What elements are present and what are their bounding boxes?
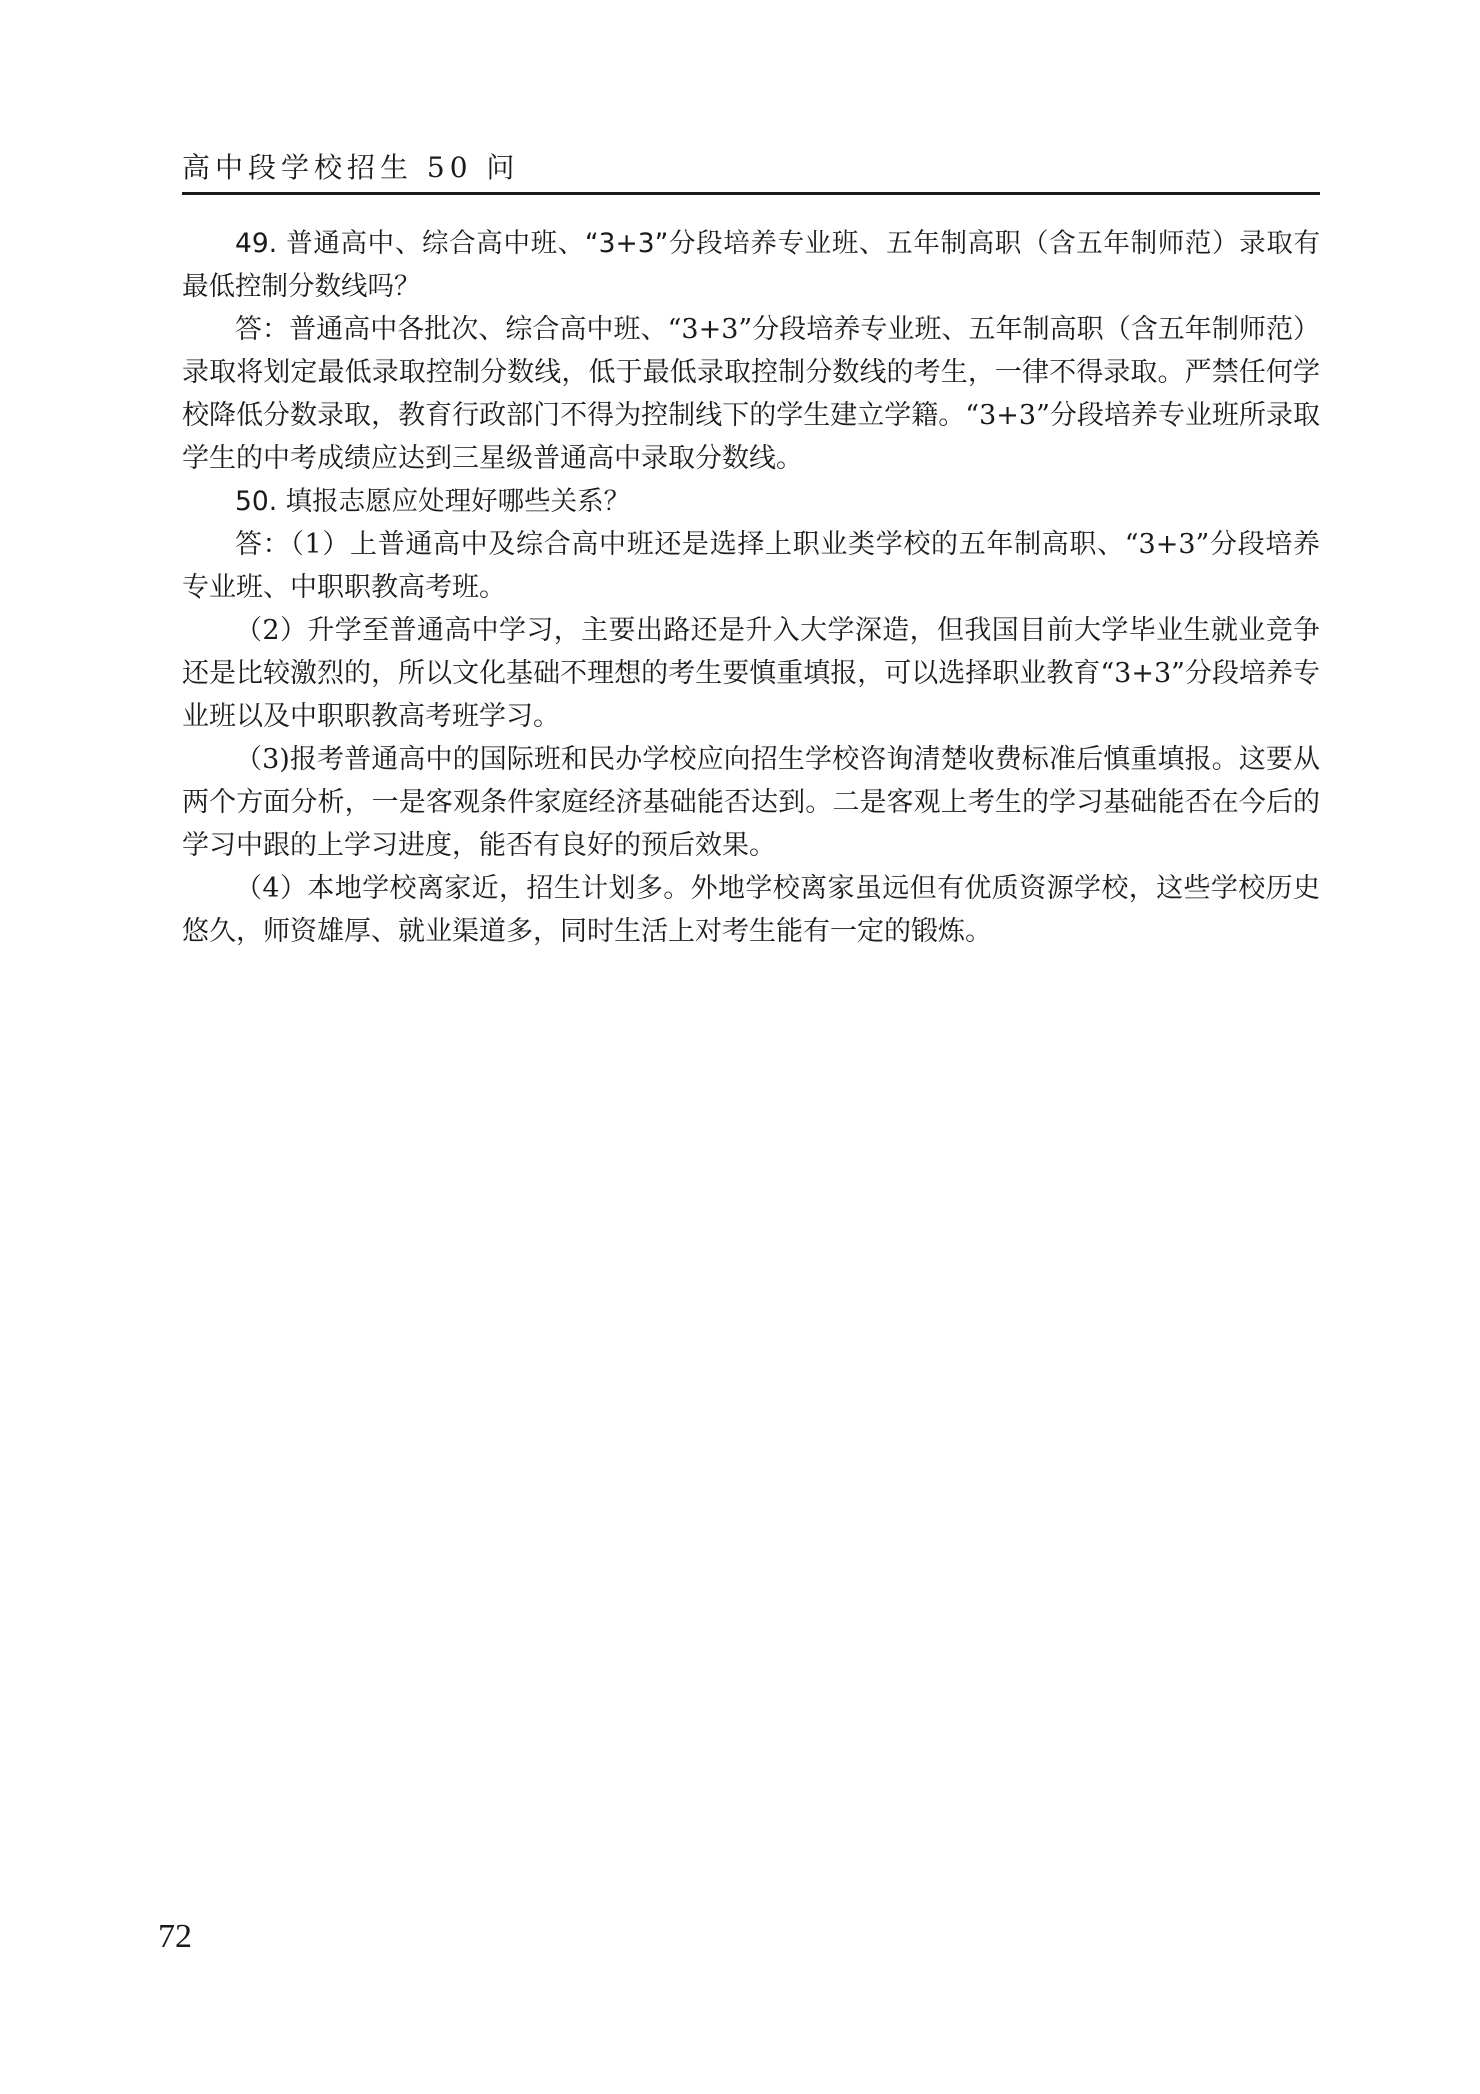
header-divider	[182, 192, 1320, 195]
answer-49-paragraph: 答：普通高中各批次、综合高中班、“3+3”分段培养专业班、五年制高职（含五年制师范）录取将划定最低录取控制分数线，低于最低录取控制分数线的考生，一律不得录取。严禁任何学校降低分数录取，教育行政部门不得为控制线下的学生建立学籍。“3+3”分段培养专业班所录取学生的中考成绩应达到三星级普通高中录取分数线。	[182, 314, 1320, 474]
answer-50-paragraph-3: （3)报考普通高中的国际班和民办学校应向招生学校咨询清楚收费标准后慎重填报。这要从两个方面分析，一是客观条件家庭经济基础能否达到。二是客观上考生的学习基础能否在今后的学习中跟的上学习进度，能否有良好的预后效果。	[182, 744, 1320, 861]
page-number: 72	[158, 1918, 192, 1955]
question-50: 50. 填报志愿应处理好哪些关系？	[235, 486, 631, 517]
answer-50-paragraph-2: （2）升学至普通高中学习，主要出路还是升入大学深造，但我国目前大学毕业生就业竞争还是比较激烈的，所以文化基础不理想的考生要慎重填报，可以选择职业教育“3+3”分段培养专业班以及中职职教高考班学习。	[182, 615, 1320, 732]
page-body	[182, 222, 1320, 953]
running-header: 高中段学校招生 50 问	[182, 151, 520, 184]
question-49: 49. 普通高中、综合高中班、“3+3”分段培养专业班、五年制高职（含五年制师范）录取有最低控制分数线吗？	[182, 228, 1320, 302]
answer-50-paragraph-1: 答：（1）上普通高中及综合高中班还是选择上职业类学校的五年制高职、“3+3”分段培养专业班、中职职教高考班。	[182, 529, 1320, 603]
answer-50-paragraph-4: （4）本地学校离家近，招生计划多。外地学校离家虽远但有优质资源学校，这些学校历史悠久，师资雄厚、就业渠道多，同时生活上对考生能有一定的锻炼。	[182, 873, 1320, 947]
